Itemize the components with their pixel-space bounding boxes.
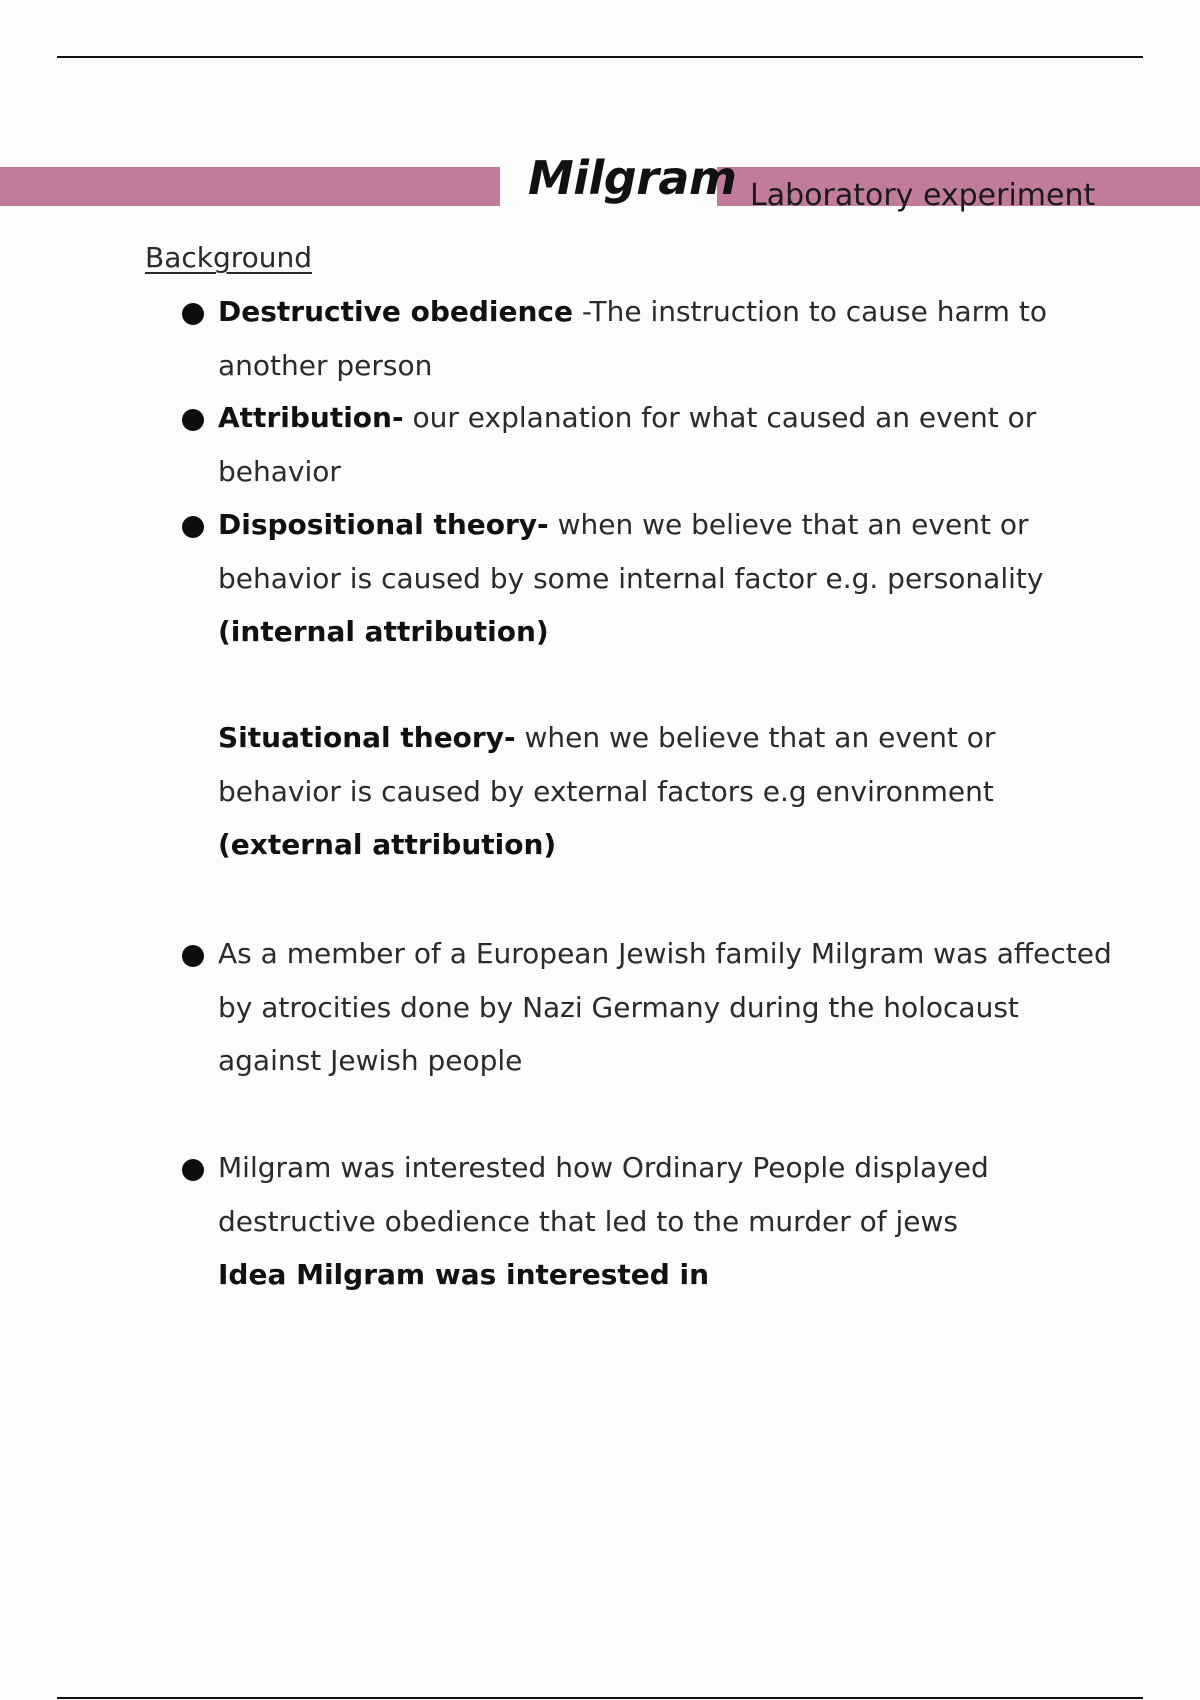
bullet-item-milgram-background — [218, 927, 1118, 1088]
item-note: (internal attribution) — [218, 615, 549, 648]
bullet-icon — [182, 303, 204, 325]
bullet-item-destructive-obedience — [218, 285, 1118, 392]
item-description: when we believe that an event or behavior is caused by external factors e.g environment — [218, 721, 996, 808]
item-term: Situational theory- — [218, 721, 516, 754]
item-description: -The instruction to cause harm to another person — [218, 295, 1047, 382]
item-note: (external attribution) — [218, 828, 557, 861]
section-heading: Background — [145, 241, 313, 274]
item-description: when we believe that an event or behavior is caused by some internal factor e.g. personality — [218, 508, 1044, 595]
bullet-icon — [182, 1159, 204, 1181]
item-term: Destructive obedience — [218, 295, 574, 328]
page-subtitle: Laboratory experiment — [750, 178, 1096, 213]
item-term: Attribution- — [218, 401, 404, 434]
item-note: Idea Milgram was interested in — [218, 1258, 710, 1291]
bullet-item-milgram-interest — [218, 1141, 1118, 1302]
item-description: As a member of a European Jewish family Milgram was affected by atrocities done by Nazi Germany during the holocaust against Jewish people — [218, 937, 1112, 1077]
page-title: Milgram — [528, 151, 737, 205]
bullet-item-attribution — [218, 391, 1118, 498]
item-description: Milgram was interested how Ordinary People displayed destructive obedience that led to the murder of jews — [218, 1151, 989, 1238]
top-rule — [57, 56, 1143, 58]
bullet-icon — [182, 945, 204, 967]
bottom-rule — [57, 1697, 1143, 1699]
header-band-left — [0, 167, 500, 206]
bullet-icon — [182, 409, 204, 431]
bullet-icon — [182, 516, 204, 538]
item-description: our explanation for what caused an event or behavior — [218, 401, 1037, 488]
bullet-item-dispositional-theory — [218, 498, 1118, 659]
item-situational-theory — [218, 711, 1118, 872]
item-term: Dispositional theory- — [218, 508, 549, 541]
